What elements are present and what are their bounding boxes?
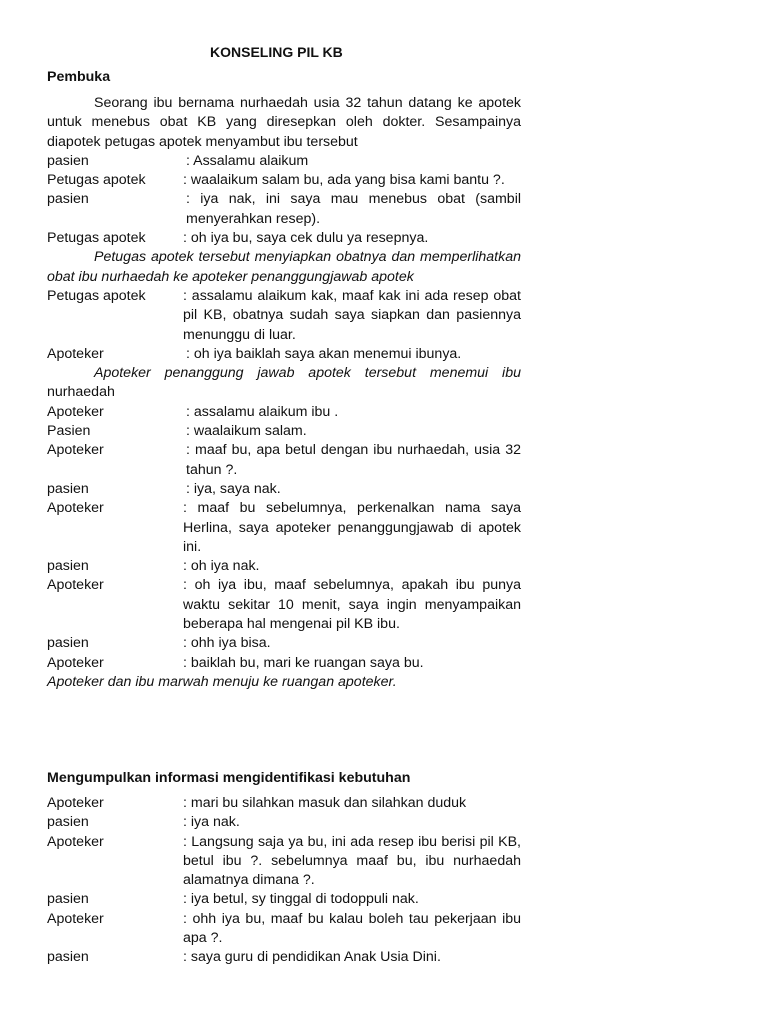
speech-text: : oh iya ibu, maaf sebelumnya, apakah ibu punya waktu sekitar 10 menit, saya ingin menyampaikan beberapa hal mengenai pil KB ibu.: [183, 577, 521, 633]
speech-text: : iya nak.: [183, 814, 240, 831]
narration-paragraph: [47, 364, 521, 403]
speech-text: : Langsung saja ya bu, ini ada resep ibu berisi pil KB, betul ibu ?. sebelumnya maaf bu, ibu nurhaedah alamatnya dimana ?.: [183, 833, 521, 889]
dialogue-line: [47, 654, 521, 673]
dialogue-line: [47, 441, 521, 480]
dialogue-line: [47, 480, 521, 499]
dialogue-line: [47, 557, 521, 576]
speaker-label: pasien: [47, 949, 89, 966]
speaker-label: Petugas apotek: [47, 230, 146, 247]
dialogue-line: [47, 813, 521, 832]
speech-text: : waalaikum salam bu, ada yang bisa kami bantu ?.: [183, 172, 505, 189]
dialogue-line: [47, 152, 521, 171]
dialogue-line: [47, 229, 521, 248]
speech-text: : iya nak, ini saya mau menebus obat (sambil menyerahkan resep).: [186, 191, 521, 227]
dialogue-line: [47, 422, 521, 441]
speech-text: : ohh iya bisa.: [183, 635, 271, 652]
speech-text: : maaf bu, apa betul dengan ibu nurhaedah, usia 32 tahun ?.: [186, 442, 521, 478]
document-title: KONSELING PIL KB: [210, 44, 343, 60]
dialogue-line: [47, 948, 521, 967]
speaker-label: pasien: [47, 814, 89, 831]
narration-rest: nurhaedah: [47, 384, 115, 401]
dialogue-line: [47, 171, 521, 190]
speaker-label: Apoteker: [47, 795, 104, 811]
speaker-label: pasien: [47, 191, 89, 208]
section-informasi: [47, 794, 521, 968]
speaker-label: pasien: [47, 152, 89, 169]
speaker-label: pasien: [47, 635, 89, 652]
speaker-label: pasien: [47, 480, 89, 497]
dialogue-line: [47, 499, 521, 557]
section-heading-pembuka: Pembuka: [47, 69, 111, 85]
speech-text: : waalaikum salam.: [186, 423, 307, 440]
speaker-label: Petugas apotek: [47, 287, 146, 304]
speech-text: : maaf bu sebelumnya, perkenalkan nama saya Herlina, saya apoteker penanggungjawab di apotek ini.: [183, 500, 521, 555]
narration-italic: Apoteker penanggung jawab apotek tersebut menemui ibu: [94, 365, 521, 382]
dialogue-line: [47, 634, 521, 653]
speech-text: : baiklah bu, mari ke ruangan saya bu.: [183, 654, 424, 671]
speech-text: : oh iya nak.: [183, 558, 260, 575]
speech-text: : iya, saya nak.: [186, 480, 281, 497]
speech-text: : mari bu silahkan masuk dan silahkan duduk: [183, 795, 467, 811]
speaker-label: Pasien: [47, 423, 91, 440]
speaker-label: Apoteker: [47, 833, 104, 850]
speaker-label: Petugas apotek: [47, 172, 146, 189]
speaker-label: Apoteker: [47, 442, 104, 459]
dialogue-line: [47, 833, 521, 891]
dialogue-line: [47, 403, 521, 422]
speech-text: : assalamu alaikum kak, maaf kak ini ada resep obat pil KB, obatnya sudah saya siapkan dan pasiennya menunggu di luar.: [183, 287, 521, 343]
speaker-label: Apoteker: [47, 403, 104, 420]
speaker-label: Apoteker: [47, 345, 104, 362]
speech-text: : iya betul, sy tinggal di todoppuli nak.: [183, 891, 419, 908]
speech-text: : assalamu alaikum ibu .: [186, 403, 339, 420]
narration-paragraph: Petugas apotek tersebut menyiapkan obatnya dan memperlihatkan obat ibu nurhaedah ke apoteker penanggungjawab apotek: [47, 249, 521, 285]
speaker-label: Apoteker: [47, 577, 104, 594]
speech-text: : oh iya bu, saya cek dulu ya resepnya.: [183, 230, 429, 247]
dialogue-line: [47, 287, 521, 345]
intro-paragraph: Seorang ibu bernama nurhaedah usia 32 tahun datang ke apotek untuk menebus obat KB yang diresepkan oleh dokter. Sesampainya diapotek petugas apotek menyambut ibu tersebut: [47, 95, 521, 150]
speech-text: : oh iya baiklah saya akan menemui ibunya.: [186, 345, 462, 362]
section-heading-informasi: Mengumpulkan informasi mengidentifikasi kebutuhan: [47, 770, 411, 786]
dialogue-line: [47, 794, 521, 813]
dialogue-line: [47, 890, 521, 909]
section-pembuka: [47, 94, 521, 692]
dialogue-line: [47, 190, 521, 229]
narration-line: Apoteker dan ibu marwah menuju ke ruangan apoteker.: [47, 673, 397, 690]
speech-text: : Assalamu alaikum: [186, 152, 309, 169]
speaker-label: Apoteker: [47, 910, 104, 927]
speaker-label: Apoteker: [47, 654, 104, 671]
dialogue-line: [47, 576, 521, 634]
speech-text: : ohh iya bu, maaf bu kalau boleh tau pekerjaan ibu apa ?.: [183, 910, 521, 947]
speaker-label: pasien: [47, 558, 89, 575]
speech-text: : saya guru di pendidikan Anak Usia Dini.: [183, 949, 441, 966]
dialogue-line: [47, 910, 521, 949]
speaker-label: pasien: [47, 891, 89, 908]
speaker-label: Apoteker: [47, 500, 104, 517]
dialogue-line: [47, 345, 521, 364]
